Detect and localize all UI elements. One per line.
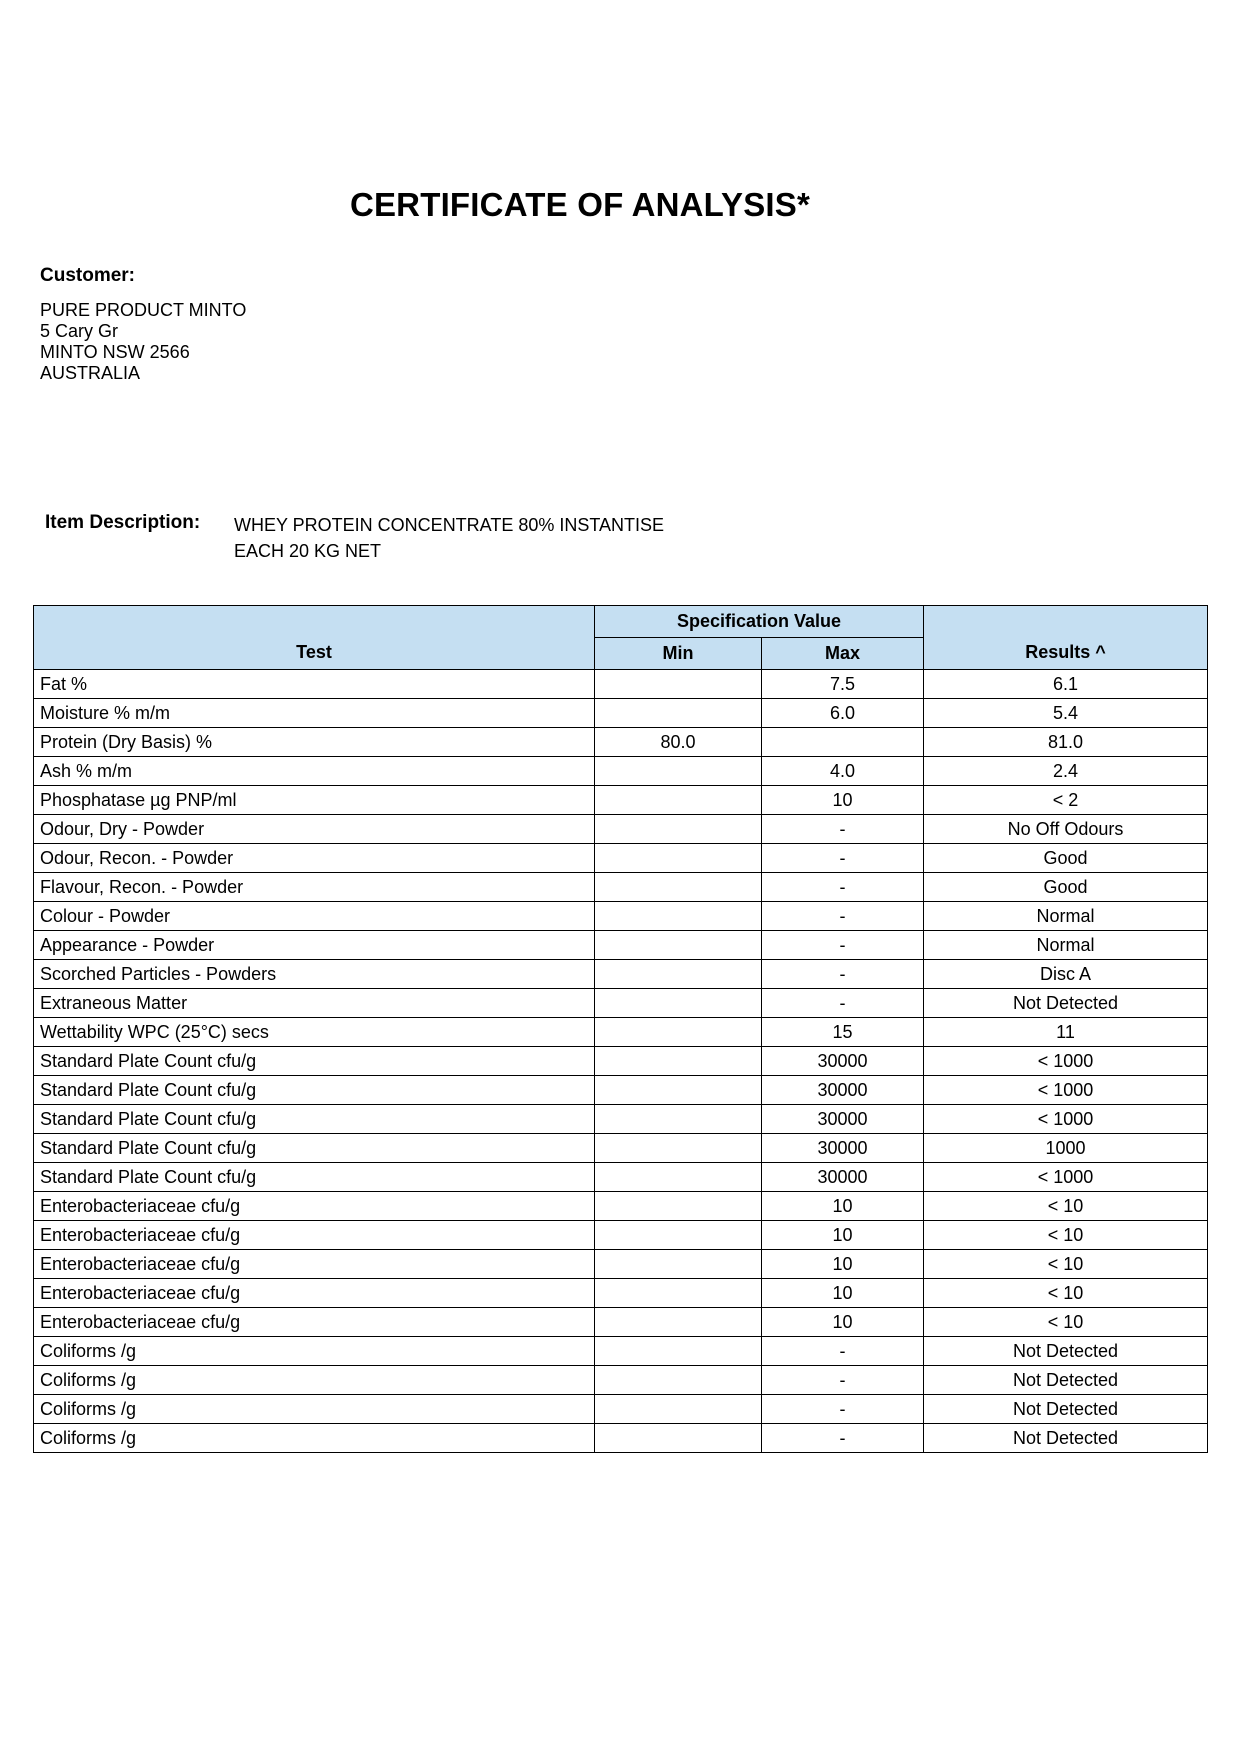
table-row: [34, 1018, 1208, 1047]
result-cell: < 10: [924, 1308, 1208, 1337]
item-description-label: Item Description:: [45, 512, 201, 533]
table-row: [34, 960, 1208, 989]
customer-label: Customer:: [40, 265, 136, 286]
result-cell: 81.0: [924, 728, 1208, 757]
max-cell: -: [762, 902, 924, 931]
test-cell: Coliforms /g: [34, 1366, 595, 1395]
max-cell: 30000: [762, 1134, 924, 1163]
customer-name: PURE PRODUCT MINTO: [40, 300, 247, 320]
result-cell: No Off Odours: [924, 815, 1208, 844]
min-cell: [595, 1424, 762, 1453]
table-row: [34, 1076, 1208, 1105]
analysis-table-body: [34, 670, 1208, 1453]
max-cell: [762, 728, 924, 757]
min-cell: [595, 1366, 762, 1395]
result-cell: < 1000: [924, 1163, 1208, 1192]
test-cell: Coliforms /g: [34, 1424, 595, 1453]
table-row: [34, 1279, 1208, 1308]
min-cell: [595, 1163, 762, 1192]
max-cell: 30000: [762, 1047, 924, 1076]
min-cell: [595, 1047, 762, 1076]
min-cell: [595, 757, 762, 786]
min-cell: [595, 1337, 762, 1366]
table-row: [34, 1366, 1208, 1395]
result-cell: < 10: [924, 1221, 1208, 1250]
test-cell: Coliforms /g: [34, 1337, 595, 1366]
test-cell: Enterobacteriaceae cfu/g: [34, 1279, 595, 1308]
test-cell: Standard Plate Count cfu/g: [34, 1134, 595, 1163]
customer-address: [40, 300, 246, 384]
table-row: [34, 989, 1208, 1018]
table-row: [34, 699, 1208, 728]
max-cell: 10: [762, 1279, 924, 1308]
min-cell: [595, 786, 762, 815]
result-cell: Normal: [924, 902, 1208, 931]
max-cell: 10: [762, 1221, 924, 1250]
min-cell: [595, 1192, 762, 1221]
item-description: [234, 512, 664, 564]
test-cell: Enterobacteriaceae cfu/g: [34, 1308, 595, 1337]
table-row: [34, 844, 1208, 873]
min-cell: 80.0: [595, 728, 762, 757]
item-description-line: WHEY PROTEIN CONCENTRATE 80% INSTANTISE: [234, 515, 665, 535]
max-cell: 15: [762, 1018, 924, 1047]
min-cell: [595, 699, 762, 728]
test-cell: Moisture % m/m: [34, 699, 595, 728]
test-cell: Enterobacteriaceae cfu/g: [34, 1221, 595, 1250]
min-cell: [595, 844, 762, 873]
table-row: [34, 902, 1208, 931]
test-cell: Appearance - Powder: [34, 931, 595, 960]
max-cell: -: [762, 960, 924, 989]
max-cell: -: [762, 873, 924, 902]
test-cell: Flavour, Recon. - Powder: [34, 873, 595, 902]
results-column-header: Results ^: [924, 606, 1208, 670]
table-row: [34, 873, 1208, 902]
max-cell: 4.0: [762, 757, 924, 786]
result-cell: 5.4: [924, 699, 1208, 728]
max-cell: -: [762, 989, 924, 1018]
result-cell: < 10: [924, 1279, 1208, 1308]
min-cell: [595, 815, 762, 844]
test-cell: Wettability WPC (25°C) secs: [34, 1018, 595, 1047]
test-cell: Phosphatase µg PNP/ml: [34, 786, 595, 815]
test-cell: Odour, Dry - Powder: [34, 815, 595, 844]
result-cell: Good: [924, 873, 1208, 902]
min-cell: [595, 670, 762, 699]
page-title: CERTIFICATE OF ANALYSIS*: [349, 186, 811, 223]
table-row: [34, 1250, 1208, 1279]
max-cell: -: [762, 815, 924, 844]
customer-country: AUSTRALIA: [40, 363, 141, 383]
max-cell: 10: [762, 1192, 924, 1221]
result-cell: Good: [924, 844, 1208, 873]
result-cell: < 2: [924, 786, 1208, 815]
item-description-line: EACH 20 KG NET: [234, 541, 382, 561]
result-cell: < 1000: [924, 1105, 1208, 1134]
table-row: [34, 931, 1208, 960]
min-cell: [595, 1395, 762, 1424]
table-row: [34, 1424, 1208, 1453]
min-cell: [595, 1134, 762, 1163]
table-row: [34, 1163, 1208, 1192]
result-cell: Not Detected: [924, 1337, 1208, 1366]
test-cell: Standard Plate Count cfu/g: [34, 1163, 595, 1192]
result-cell: 11: [924, 1018, 1208, 1047]
test-cell: Extraneous Matter: [34, 989, 595, 1018]
max-cell: -: [762, 931, 924, 960]
max-cell: 10: [762, 1308, 924, 1337]
result-cell: < 1000: [924, 1047, 1208, 1076]
table-row: [34, 1221, 1208, 1250]
test-cell: Ash % m/m: [34, 757, 595, 786]
max-cell: 30000: [762, 1105, 924, 1134]
result-cell: Normal: [924, 931, 1208, 960]
result-cell: Not Detected: [924, 989, 1208, 1018]
max-cell: -: [762, 1366, 924, 1395]
table-row: [34, 1047, 1208, 1076]
table-row: [34, 1192, 1208, 1221]
max-cell: -: [762, 844, 924, 873]
max-column-header: Max: [762, 638, 924, 670]
test-cell: Odour, Recon. - Powder: [34, 844, 595, 873]
table-row: [34, 1395, 1208, 1424]
min-column-header: Min: [595, 638, 762, 670]
test-cell: Enterobacteriaceae cfu/g: [34, 1250, 595, 1279]
max-cell: 30000: [762, 1163, 924, 1192]
customer-city: MINTO NSW 2566: [40, 342, 190, 362]
result-cell: < 1000: [924, 1076, 1208, 1105]
result-cell: 2.4: [924, 757, 1208, 786]
table-row: [34, 670, 1208, 699]
min-cell: [595, 1105, 762, 1134]
min-cell: [595, 1279, 762, 1308]
test-cell: Protein (Dry Basis) %: [34, 728, 595, 757]
result-cell: 6.1: [924, 670, 1208, 699]
result-cell: 1000: [924, 1134, 1208, 1163]
max-cell: -: [762, 1424, 924, 1453]
test-cell: Standard Plate Count cfu/g: [34, 1105, 595, 1134]
max-cell: 10: [762, 1250, 924, 1279]
min-cell: [595, 1308, 762, 1337]
specification-value-header: Specification Value: [595, 606, 924, 638]
min-cell: [595, 1018, 762, 1047]
test-cell: Standard Plate Count cfu/g: [34, 1076, 595, 1105]
table-row: [34, 815, 1208, 844]
max-cell: 7.5: [762, 670, 924, 699]
test-cell: Enterobacteriaceae cfu/g: [34, 1192, 595, 1221]
table-row: [34, 1134, 1208, 1163]
result-cell: Not Detected: [924, 1366, 1208, 1395]
result-cell: Not Detected: [924, 1424, 1208, 1453]
test-cell: Coliforms /g: [34, 1395, 595, 1424]
min-cell: [595, 902, 762, 931]
result-cell: < 10: [924, 1250, 1208, 1279]
table-row: [34, 1105, 1208, 1134]
table-row: [34, 1337, 1208, 1366]
min-cell: [595, 960, 762, 989]
max-cell: 6.0: [762, 699, 924, 728]
table-row: [34, 757, 1208, 786]
min-cell: [595, 873, 762, 902]
test-cell: Fat %: [34, 670, 595, 699]
test-cell: Scorched Particles - Powders: [34, 960, 595, 989]
min-cell: [595, 1221, 762, 1250]
min-cell: [595, 1250, 762, 1279]
min-cell: [595, 1076, 762, 1105]
result-cell: Not Detected: [924, 1395, 1208, 1424]
max-cell: 10: [762, 786, 924, 815]
max-cell: -: [762, 1395, 924, 1424]
test-cell: Standard Plate Count cfu/g: [34, 1047, 595, 1076]
result-cell: < 10: [924, 1192, 1208, 1221]
analysis-table: [33, 605, 1208, 1453]
max-cell: 30000: [762, 1076, 924, 1105]
customer-street: 5 Cary Gr: [40, 321, 119, 341]
table-row: [34, 728, 1208, 757]
min-cell: [595, 931, 762, 960]
max-cell: -: [762, 1337, 924, 1366]
min-cell: [595, 989, 762, 1018]
test-cell: Colour - Powder: [34, 902, 595, 931]
test-column-header: Test: [34, 606, 595, 670]
table-row: [34, 1308, 1208, 1337]
result-cell: Disc A: [924, 960, 1208, 989]
table-row: [34, 786, 1208, 815]
